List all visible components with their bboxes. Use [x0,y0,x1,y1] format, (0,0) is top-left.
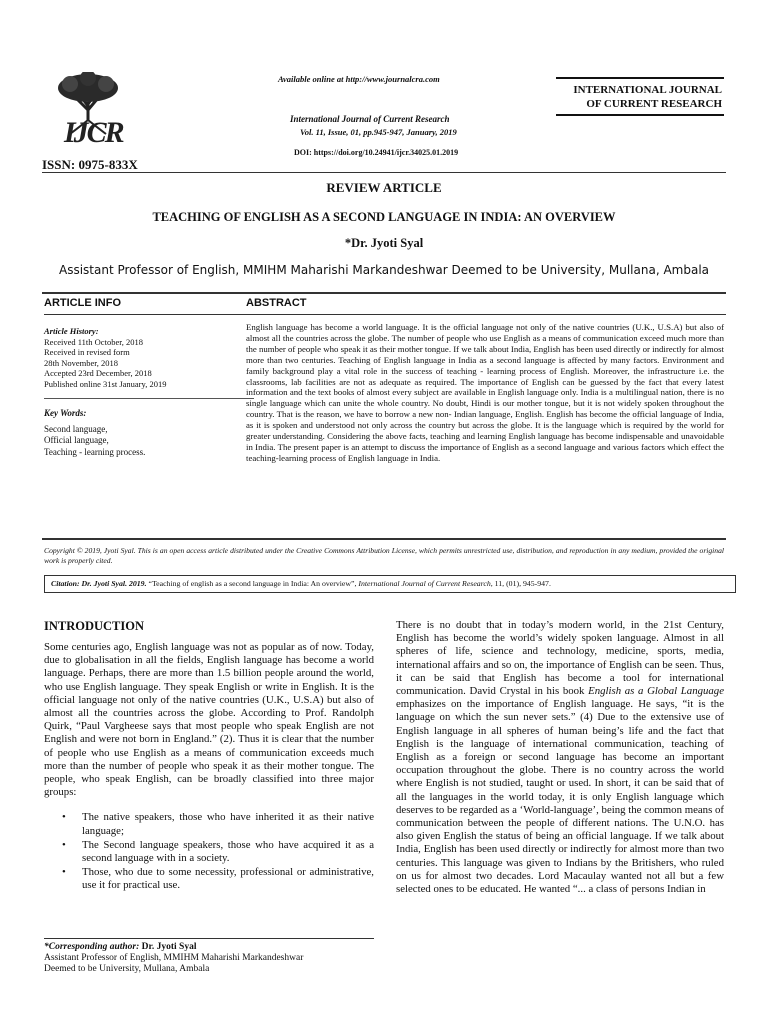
journal-title-line2: OF CURRENT RESEARCH [586,98,722,110]
right-column-paragraph [396,619,724,896]
list-item: • The native speakers, those who have inherited it as their native language; [44,811,374,837]
list-item: • Those, who due to some necessity, professional or administrative, use it for practical use. [44,866,374,892]
journal-logo [48,72,132,152]
header-divider [42,172,726,173]
history-item: Received 11th October, 2018 [44,336,143,347]
citation-box [44,575,736,593]
book-title: English as a Global Language [588,685,724,698]
history-item: Published online 31st January, 2019 [44,378,167,389]
citation-journal: International Journal of Current Research [358,579,491,588]
keyword: Second language, [44,423,108,434]
footnote-rule [44,938,374,939]
logo-letters: IJCR [64,116,123,149]
corresponding-name: Dr. Jyoti Syal [139,942,197,952]
author-affiliation: Assistant Professor of English, MMIHM Maharishi Markandeshwar Deemed to be University, Mullana, Ambala [58,263,710,277]
intro-paragraph: Some centuries ago, English language was not as popular as of now. Today, due to globalisation in all the fields, English language has become a world language. Perhaps, there are more than 1.5 billion people around the world, who use English language. They speak English or write in English. It is the official language not only of the native countries (U.K., U.S.A) but also of almost all the countries across the globe. According to Prof. Randolph Quirk, “Paul Vargheese says that most people who speak English are not English and were not born in England.” (2). Thus it is clear that the number of people who use English as a means of communication exceeds much more than the number of people who speak it as their mother tongue. The people, who speak English, can be broadly classified into three major groups: [44,641,374,799]
abstract-heading: ABSTRACT [246,297,307,309]
list-item: • The Second language speakers, those who have acquired it as a second language with in a society. [44,839,374,865]
corresponding-line: Deemed to be University, Mullana, Ambala [44,964,210,975]
keywords [44,408,254,458]
history-label: Article History: [44,326,99,336]
journal-title-line1: INTERNATIONAL JOURNAL [573,84,722,96]
history-item: Received in revised form [44,347,130,357]
doi: DOI: https://doi.org/10.24941/ijcr.34025.01.2019 [294,148,459,157]
volume-line: Vol. 11, Issue, 01, pp.945-947, January, 2019 [300,127,457,137]
available-online: Available online at http://www.journalcra.com [278,74,440,84]
issn: ISSN: 0975-833X [42,157,138,172]
info-rule [44,314,254,315]
corresponding-author [44,942,376,976]
keyword: Official language, [44,435,109,445]
author-name: *Dr. Jyoti Syal [344,236,424,250]
abstract-rule [246,314,726,315]
info-separator [44,398,254,399]
right-column [396,619,724,896]
abstract-bottom-rule [42,538,726,540]
introduction-heading: INTRODUCTION [44,619,145,633]
keyword: Teaching - learning process. [44,446,146,457]
history-item: Accepted 23rd December, 2018 [44,368,152,378]
history-item: 28th November, 2018 [44,357,119,368]
section-rule-top [42,292,726,294]
article-title: TEACHING OF ENGLISH AS A SECOND LANGUAGE IN INDIA: AN OVERVIEW [152,210,616,224]
journal-title-box [556,77,724,116]
copyright-notice: Copyright © 2019, Jyoti Syal. This is an open access article distributed under the Creative Commons Attribution License, which permits unrestricted use, distribution, and reproduction in any medium, provided the original work is properly cited. [44,546,724,565]
citation-details: , 11, (01), 945-947. [490,579,551,588]
journal-name: International Journal of Current Research [290,114,450,124]
corresponding-line: Assistant Professor of English, MMIHM Maharishi Markandeshwar [44,953,304,964]
citation-label: Citation: Dr. Jyoti Syal. 2019. [51,579,147,588]
keywords-label: Key Words: [44,408,87,418]
article-type: REVIEW ARTICLE [326,180,442,195]
left-column [44,641,374,894]
abstract-text: English language has become a world language. It is the official language not only of the native countries (U.K., U.S.A) but also of almost all the countries across the globe. The number of people who use English as a means of communication exceed much more than the number of people who speak it as their mother tongue. If we talk about India, English has been used directly or indirectly for almost more than two centuries. Teaching of English language in India as a second language is affected by many factors. Environment and family background play a vital role in the success of teaching - learning process of English. Moreover, the infrastructure i.e. the classrooms, lab facilities are not as adequate as required. The importance of English can be guessed by the fact that every latest information and the text books of almost every subject are available in English language only. India is a multilingual nation, there is no single language which can unite the whole country. No doubt, Hindi is our mother tongue, but it is not widely spoken throughout the country. That is the reason, we have to borrow a new non- Indian language, English. English has become the official language of India, as it is spoken and understood not only across the country but across the globe. It is the language which is required by the world for greater understanding. Considering the above facts, teaching and learning English language has become indispensable and unavoidable in India. The present paper is an attempt to discuss the importance of English as a second language and various factors which effect the teaching-learning process of English language in India. [246,322,724,463]
speaker-groups-list [44,811,374,892]
citation-text: “Teaching of english as a second language in India: An overview”, [146,579,359,588]
corresponding-label: *Corresponding author: [44,942,140,952]
article-history [44,326,254,389]
article-info-heading: ARTICLE INFO [44,297,121,309]
right-text-start: There is no doubt that in today’s modern world, in the 21st Century, English has become the world’s widely spoken language. Almost in all spheres of life, science and technology, medicine, sports, media, international affairs and so on, the importance of English can be seen. Thus, it can be said that English has become a tool for international communication. David Crystal in his book [396,619,724,698]
right-text-end: emphasizes on the importance of English language. He says, “it is the language on which the sun never sets.” (4) Due to the extensive use of English language in all spheres of human being’s life and the fact that English is the language of international communication, teaching of English as a foreign or second language has become an important occupation throughout the globe. There is no country across the world where English is not studied, taught or used. In short, it can be said that of all the languages in the world today, it is only English language which deserves to be regarded as a ‘World-language’, being the common means of communication between the people of different nations. The U.N.O. has also given English the status of being an official language. If we talk about India, English has been used directly or indirectly for almost more than two centuries. This language was given to Indians by the Britishers, who ruled on us for almost two decades. Lord Macaulay wanted not all but a few selected ones to be educated. He wanted “... a class of persons Indian in [396,698,724,896]
